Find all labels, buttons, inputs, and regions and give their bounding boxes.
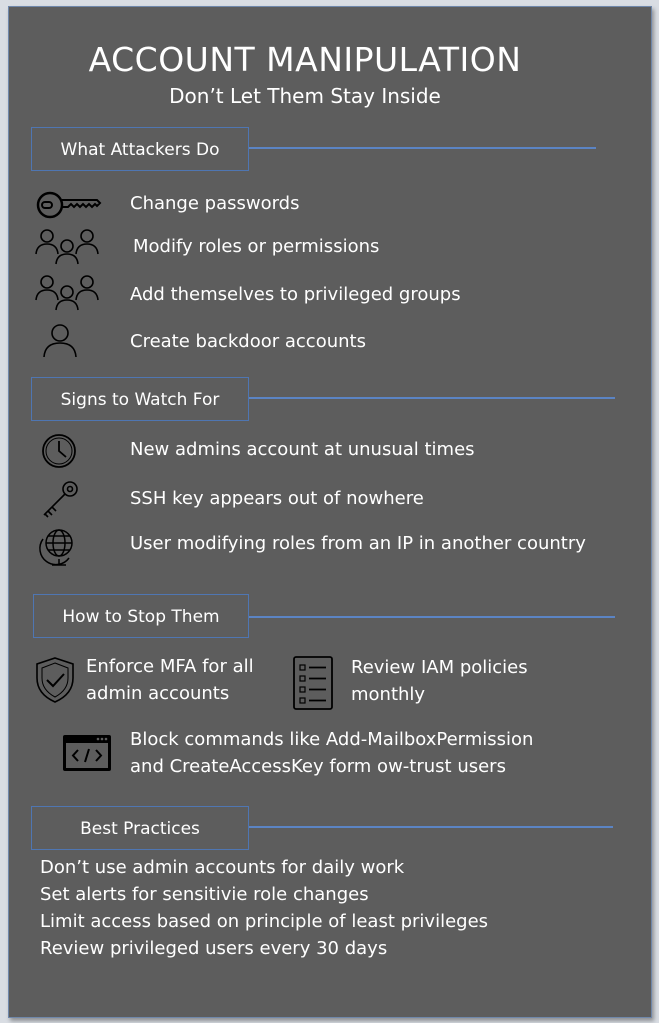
page-subtitle: Don’t Let Them Stay Inside [169,84,441,108]
key-icon [35,190,101,220]
code-window-icon [62,734,112,772]
sign-item-text: New admins account at unusual times [130,439,475,460]
users-group-icon [34,228,100,266]
section-heading-stop: How to Stop Them [33,594,249,638]
section-heading-signs: Signs to Watch For [31,377,249,421]
page-title: ACCOUNT MANIPULATION [88,40,522,79]
attacker-item-text: Modify roles or permissions [133,236,380,257]
block-text-line1: Block commands like Add-MailboxPermission [130,729,534,750]
mfa-text-line1: Enforce MFA for all [86,656,254,677]
iam-text-line1: Review IAM policies [351,657,528,678]
user-icon [42,323,78,359]
users-group-icon [34,274,100,312]
sign-item-text: User modifying roles from an IP in another country [130,533,586,554]
best-practice-item: Don’t use admin accounts for daily work [40,857,405,878]
block-text-line2: and CreateAccessKey form ow-trust users [130,756,506,777]
checklist-icon [292,655,334,711]
sign-item-text: SSH key appears out of nowhere [130,488,424,509]
iam-text-line2: monthly [351,684,426,705]
section-heading-best: Best Practices [31,806,249,850]
best-practice-item: Set alerts for sensitivie role changes [40,884,369,905]
section-divider [249,826,613,828]
shield-check-icon [34,656,76,704]
section-divider [249,397,615,399]
mfa-text-line2: admin accounts [86,683,230,704]
attacker-item-text: Add themselves to privileged groups [130,284,461,305]
section-divider [249,616,615,618]
section-divider [249,147,596,149]
globe-icon [39,525,79,567]
best-practice-item: Limit access based on principle of least privileges [40,911,489,932]
attacker-item-text: Change passwords [130,193,300,214]
section-heading-attackers: What Attackers Do [31,127,249,171]
skeleton-key-icon [39,478,83,522]
attacker-item-text: Create backdoor accounts [130,331,366,352]
best-practice-item: Review privileged users every 30 days [40,938,388,959]
clock-icon [41,433,77,469]
